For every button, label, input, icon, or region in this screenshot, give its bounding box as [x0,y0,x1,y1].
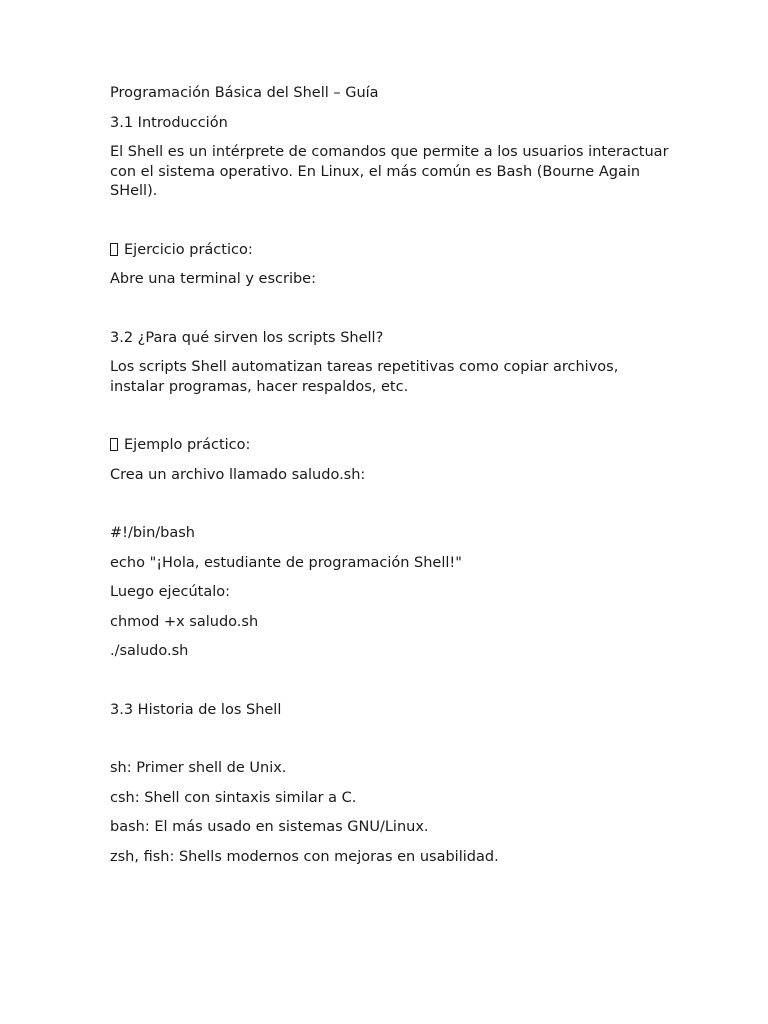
exercise-label: Ejercicio práctico: [124,241,253,258]
section-3-1-heading: 3.1 Introducción [110,114,228,131]
list-item: bash: El más usado en sistemas GNU/Linux. [110,819,429,835]
section-3-2-paragraph: Los scripts Shell automatizan tareas repetitivas como copiar archivos, instalar programas, hacer respaldos, etc. [110,359,623,395]
exercise-label-line [110,241,670,261]
code-echo: echo "¡Hola, estudiante de programación Shell!" [110,554,462,571]
example-text: Crea un archivo llamado saludo.sh: [110,466,366,483]
document-page [110,84,674,867]
document-title: Programación Básica del Shell – Guía [110,85,379,101]
list-item: csh: Shell con sintaxis similar a C. [110,789,357,806]
run-intro: Luego ejecútalo: [110,584,231,600]
missing-glyph-icon [110,438,118,451]
code-shebang: #!/bin/bash [110,525,195,541]
section-3-3-heading: 3.3 Historia de los Shell [110,701,282,718]
missing-glyph-icon [110,243,118,256]
code-chmod: chmod +x saludo.sh [110,613,259,630]
code-run: ./saludo.sh [110,643,189,659]
example-label: Ejemplo práctico: [124,437,251,453]
section-3-1-paragraph: El Shell es un intérprete de comandos que permite a los usuarios interactuar con el sistema operativo. En Linux, el más común es Bash (Bourne Again SHell). [110,144,674,199]
section-3-2-heading: 3.2 ¿Para qué sirven los scripts Shell? [110,329,384,346]
list-item: zsh, fish: Shells modernos con mejoras en usabilidad. [110,848,499,865]
exercise-text: Abre una terminal y escribe: [110,271,316,287]
list-item: sh: Primer shell de Unix. [110,760,287,776]
example-label-line [110,436,670,456]
